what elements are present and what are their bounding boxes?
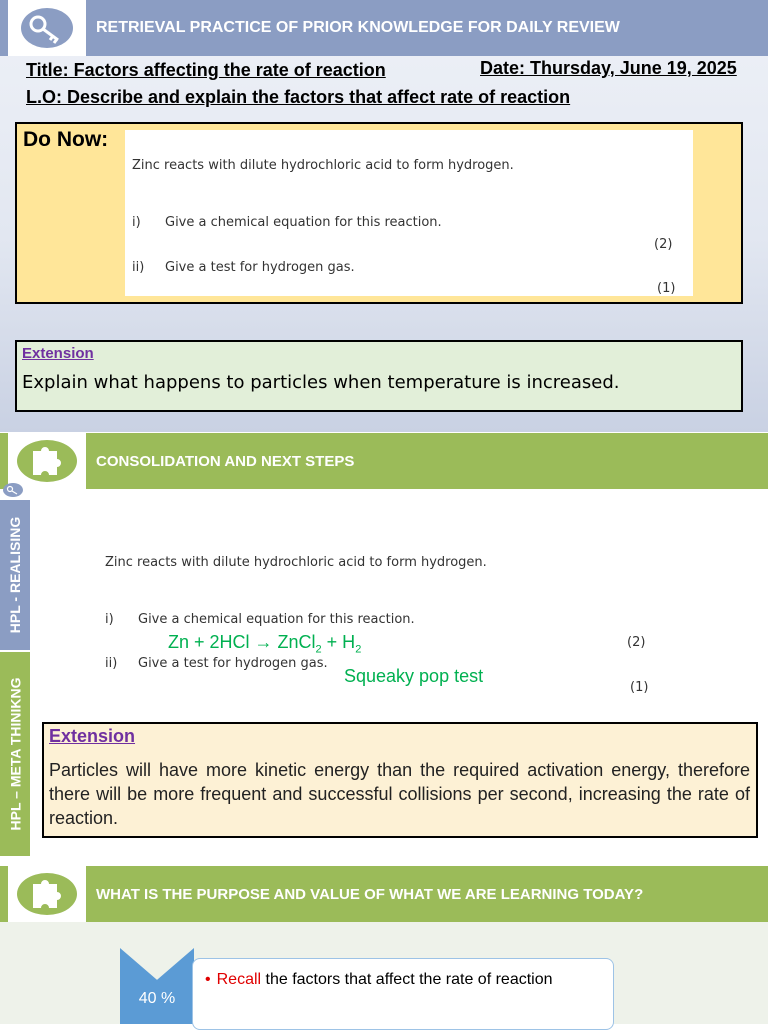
banner-title: WHAT IS THE PURPOSE AND VALUE OF WHAT WE ARE LEARNING TODAY?: [96, 885, 644, 903]
question-text: Give a chemical equation for this reaction.: [165, 215, 442, 230]
equation-part: Zn + 2HCl → ZnCl: [168, 632, 316, 652]
equation-subscript: 2: [355, 643, 362, 656]
hpl-realising-strip: [0, 500, 30, 650]
hpl-meta-thinking-strip: [0, 652, 30, 856]
question-stem: Zinc reacts with dilute hydrochloric acid to form hydrogen.: [105, 555, 487, 570]
answer-test: Squeaky pop test: [344, 666, 484, 686]
learning-objective: L.O: Describe and explain the factors that affect rate of reaction: [26, 87, 571, 107]
hpl-realising-label: HPL - REALISING: [7, 516, 24, 634]
lesson-date: Date: Thursday, June 19, 2025: [480, 58, 737, 78]
question-marks: (1): [630, 680, 649, 695]
recall-objective-box: [192, 958, 614, 1030]
question-marks: (1): [657, 281, 676, 296]
recall-keyword: Recall: [216, 971, 262, 988]
answer-equation: [168, 632, 361, 656]
equation-subscript: 2: [315, 643, 322, 656]
puzzle-icon-box: [8, 433, 86, 489]
question-marks: (2): [654, 237, 673, 252]
small-key-icon: [2, 482, 24, 498]
do-now-label: Do Now:: [23, 128, 109, 151]
question-text: Give a test for hydrogen gas.: [138, 656, 328, 671]
consolidation-banner: [0, 433, 768, 489]
question-number: ii): [132, 260, 145, 275]
do-now-box: [15, 122, 743, 304]
key-icon-box: [8, 0, 86, 56]
extension-label: Extension: [49, 726, 136, 746]
purpose-banner: [0, 866, 768, 922]
question-marks: (2): [627, 635, 646, 650]
progress-percent: 40 %: [138, 990, 176, 1007]
extension-box: [15, 340, 743, 412]
extension-label: Extension: [22, 345, 94, 362]
recall-text: the factors that affect the rate of reaction: [261, 971, 553, 988]
extension-answer-text: Particles will have more kinetic energy than the required activation energy, therefore there will be more frequent and successful collisions per second, increasing the rate of reaction.: [49, 760, 750, 828]
question-number: i): [105, 612, 114, 627]
banner-title: CONSOLIDATION AND NEXT STEPS: [96, 452, 355, 470]
extension-text: Explain what happens to particles when temperature is increased.: [22, 372, 620, 393]
question-stem: Zinc reacts with dilute hydrochloric acid to form hydrogen.: [132, 158, 514, 173]
puzzle-icon: [11, 870, 83, 918]
equation-part: + H: [321, 632, 356, 652]
consolidation-question-card: [98, 528, 664, 696]
puzzle-icon: [11, 437, 83, 485]
question-text: Give a chemical equation for this reaction.: [138, 612, 415, 627]
question-number: ii): [105, 656, 118, 671]
lesson-title: Title: Factors affecting the rate of reaction: [26, 60, 386, 80]
extension-answer-box: [42, 722, 758, 838]
banner-title: RETRIEVAL PRACTICE OF PRIOR KNOWLEDGE FOR DAILY REVIEW: [96, 19, 620, 36]
recall-objective: [205, 971, 553, 989]
key-icon: [12, 4, 82, 52]
question-text: Give a test for hydrogen gas.: [165, 260, 355, 275]
question-number: i): [132, 215, 141, 230]
bullet-icon: •: [205, 971, 211, 988]
puzzle-icon-box: [8, 866, 86, 922]
hpl-meta-thinking-label: HPL – META THINIKNG: [7, 677, 23, 831]
retrieval-banner: [0, 0, 768, 56]
do-now-question-card: [125, 130, 693, 296]
